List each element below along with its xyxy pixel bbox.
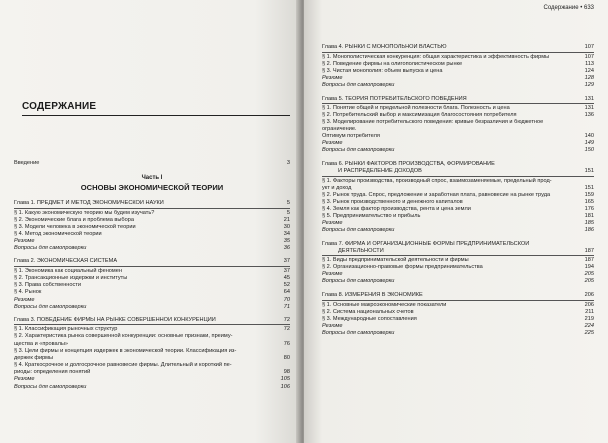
section-entry-text: § 4. Краткосрочное и долгосрочное равновесие фирмы. Длительный и короткий пе- [14, 362, 232, 369]
chapter-title-page: 131 [584, 95, 594, 102]
section-entry-page: 52 [283, 282, 290, 289]
summary-entry [322, 330, 594, 337]
summary-entry-page: 224 [584, 322, 594, 329]
chapter-title-cont-page: 151 [584, 168, 594, 174]
summary-entry-text: Вопросы для самопроверки [322, 278, 395, 284]
chapter-rule [322, 300, 594, 301]
section-entry-text: § 3. Моделирование потребительского поведения: кривые безразличия и бюджетное [322, 119, 544, 125]
summary-entry [322, 278, 594, 285]
section-entry-text: § 2. Характеристика рынка совершенной конкуренции: основные признаки, преиму- [14, 333, 233, 340]
section-entry-text: § 1. Факторы производства, производный спрос, взаимозаменяемые, предельный прод- [322, 177, 552, 184]
chapter-title-cont [338, 248, 594, 255]
section-entry-page: 107 [584, 53, 594, 60]
chapter-title-text: Глава 2. ЭКОНОМИЧЕСКАЯ СИСТЕМА [14, 258, 118, 265]
section-entry [322, 309, 594, 316]
section-entry-text: § 4. Метод экономической теории [14, 230, 102, 237]
section-entry-page: 131 [584, 105, 594, 111]
section-entry [14, 217, 290, 224]
chapter-rule [322, 103, 594, 104]
section-entry [14, 275, 290, 282]
section-entry-text: § 2. Трансакционные издержки и институты [14, 275, 128, 282]
chapter-title-text: Глава 5. ТЕОРИЯ ПОТРЕБИТЕЛЬСКОГО ПОВЕДЕНИЯ [322, 95, 467, 102]
chapter-rule [14, 266, 290, 267]
section-entry-page: 165 [584, 198, 594, 205]
chapter-title-text: Глава 7. ФИРМА И ОРГАНИЗАЦИОННЫЕ ФОРМЫ ПРЕДПРИНИМАТЕЛЬСКОЙ [322, 240, 530, 247]
summary-entry-text: Резюме [322, 140, 343, 146]
section-entry-text: § 2. Поведение фирмы на олигополистическом рынке [322, 60, 463, 67]
summary-entry-page: 150 [584, 147, 594, 153]
chapter-title [322, 44, 594, 51]
section-entry-page: 181 [584, 212, 594, 219]
section-entry [14, 289, 290, 296]
chapter-title-page: 72 [283, 316, 290, 323]
summary-entry-text: Вопросы для самопроверки [322, 81, 395, 88]
section-entry-page: 45 [283, 275, 290, 282]
section-entry-text: § 3. Права собственности [14, 282, 81, 289]
summary-entry-page: 205 [584, 278, 594, 284]
summary-entry-text: Резюме [322, 271, 343, 277]
section-entry-text: § 2. Экономические блага и проблема выбора [14, 216, 134, 223]
section-entry-page: 37 [283, 267, 290, 274]
chapter-title [14, 258, 290, 265]
section-entry-text: § 2. Рынок труда. Спрос, предложение и заработная плата, равновесие на рынке труда [322, 191, 551, 198]
summary-entry-text: Вопросы для самопроверки [322, 147, 395, 153]
summary-entry-text: Резюме [322, 74, 343, 81]
chapter-rule [14, 324, 290, 325]
section-entry-page: 140 [584, 133, 594, 139]
summary-entry-page: 36 [283, 245, 290, 252]
section-entry-text: § 2. Организационно-правовые формы предпринимательства [322, 264, 483, 270]
summary-entry-text: Резюме [14, 296, 35, 303]
summary-entry-page: 225 [584, 329, 594, 336]
chapter-title [322, 161, 594, 168]
summary-entry [14, 238, 290, 245]
summary-entry-page: 149 [584, 140, 594, 146]
summary-entry-text: Резюме [14, 376, 35, 383]
section-entry-text: § 4. Земля как фактор производства, рента и цена земли [322, 205, 471, 212]
summary-entry-text: Резюме [322, 219, 343, 226]
summary-entry [322, 147, 594, 154]
chapter-title-cont-page: 187 [584, 247, 594, 254]
section-entry [322, 119, 594, 126]
summary-entry-page: 129 [584, 81, 594, 88]
summary-entry-text: Вопросы для самопроверки [14, 383, 87, 390]
toc-title: СОДЕРЖАНИЕ [22, 101, 97, 112]
section-entry-page: 211 [585, 308, 594, 315]
chapter-title [322, 241, 594, 248]
summary-entry [14, 304, 290, 311]
section-entry-text: § 3. Цели фирмы и концепция издержек в экономической теории. Классификация из- [14, 347, 237, 354]
section-entry-text: укт и доход [322, 184, 352, 191]
chapter-title-text: Глава 8. ИЗМЕРЕНИЯ В ЭКОНОМИКЕ [322, 292, 423, 298]
chapter-title-cont-text: ДЕЯТЕЛЬНОСТИ [338, 247, 384, 254]
chapter-title-page: 206 [584, 292, 594, 298]
section-entry [14, 282, 290, 289]
summary-entry-page: 35 [283, 238, 290, 245]
chapter-rule [322, 176, 594, 177]
section-entry [322, 264, 594, 271]
section-entry-text: ограничение. [322, 126, 357, 132]
section-entry-text: Оптимум потребителя [322, 133, 380, 139]
chapter-title [322, 292, 594, 299]
summary-entry [14, 245, 290, 252]
section-entry-page: 5 [286, 209, 290, 216]
section-entry [322, 133, 594, 140]
chapter-title-text: Глава 3. ПОВЕДЕНИЕ ФИРМЫ НА РЫНКЕ СОВЕРШЕННОЙ КОНКУРЕНЦИИ [14, 316, 216, 323]
section-entry-page: 98 [283, 369, 290, 376]
section-entry [14, 224, 290, 231]
section-entry [322, 206, 594, 213]
summary-entry-text: Вопросы для самопроверки [14, 245, 87, 252]
section-entry [322, 257, 594, 264]
running-head: Содержание • 633 [543, 5, 594, 11]
section-entry-text: риоды: определения понятий [14, 369, 91, 376]
section-entry-text: щества и «провалы» [14, 340, 69, 347]
section-entry [14, 348, 290, 355]
summary-entry [14, 384, 290, 391]
summary-entry [322, 323, 594, 330]
summary-entry-page: 71 [283, 303, 290, 310]
section-entry-page: 113 [585, 60, 594, 67]
summary-entry-page: 205 [584, 271, 594, 277]
section-entry [322, 302, 594, 309]
section-entry-page: 136 [584, 112, 594, 118]
section-entry-text: держек фирмы [14, 354, 54, 361]
chapter-rule [322, 52, 594, 53]
chapter-title-text: Глава 4. РЫНКИ С МОНОПОЛЬНОЙ ВЛАСТЬЮ [322, 44, 447, 50]
section-entry [322, 316, 594, 323]
section-entry [322, 68, 594, 75]
summary-entry-text: Резюме [322, 322, 343, 329]
section-entry [322, 54, 594, 61]
section-entry [14, 326, 290, 333]
section-entry [322, 199, 594, 206]
chapter-title-text: Глава 1. ПРЕДМЕТ И МЕТОД ЭКОНОМИЧЕСКОЙ НАУКИ [14, 200, 164, 206]
section-entry-text: § 1. Основные макроэкономические показатели [322, 301, 447, 308]
section-entry-page: 194 [584, 264, 594, 270]
intro-entry-text: Введение [14, 160, 40, 166]
summary-entry-text: Вопросы для самопроверки [14, 303, 87, 310]
section-entry-text: § 2. Потребительский выбор и максимизация благосостояния потребителя [322, 112, 517, 118]
title-rule [22, 115, 290, 116]
chapter-title-cont [338, 168, 594, 175]
left-page [0, 0, 300, 443]
section-entry [14, 341, 290, 348]
summary-entry-page: 185 [584, 219, 594, 226]
summary-entry [322, 82, 594, 89]
section-entry-page: 206 [584, 301, 594, 308]
section-entry-text: § 1. Монополистическая конкуренция: общая характеристика и эффективность фирмы [322, 53, 550, 60]
summary-entry [14, 376, 290, 383]
chapter-title [322, 96, 594, 103]
intro-entry-page: 3 [286, 160, 290, 166]
section-entry [14, 210, 290, 217]
chapter-rule [322, 255, 594, 256]
section-entry-page: 80 [283, 354, 290, 361]
section-entry-page: 176 [584, 205, 594, 212]
section-entry [322, 178, 594, 185]
section-entry-text: § 3. Модели человека в экономической теории [14, 223, 136, 230]
part-title: ОСНОВЫ ЭКОНОМИЧЕСКОЙ ТЕОРИИ [80, 183, 224, 192]
section-entry [14, 231, 290, 238]
section-entry [322, 126, 594, 133]
section-entry-page: 30 [283, 223, 290, 230]
summary-entry-page: 70 [283, 296, 290, 303]
summary-entry-text: Вопросы для самопроверки [322, 226, 395, 233]
chapter-title-page: 107 [584, 44, 594, 50]
summary-entry [322, 227, 594, 234]
chapter-title-page: 5 [286, 200, 290, 206]
summary-entry [14, 297, 290, 304]
summary-entry [322, 220, 594, 227]
summary-entry-page: 128 [584, 74, 594, 81]
chapter-title [14, 317, 290, 324]
chapter-title [14, 200, 290, 207]
section-entry-page: 151 [584, 184, 594, 191]
section-entry [322, 61, 594, 68]
section-entry [322, 105, 594, 112]
chapter-title-text: Глава 6. РЫНКИ ФАКТОРОВ ПРОИЗВОДСТВА, ФОРМИРОВАНИЕ [322, 161, 495, 167]
section-entry-text: § 3. Международные сопоставления [322, 315, 417, 322]
summary-entry [322, 140, 594, 147]
section-entry-page: 159 [584, 191, 594, 198]
section-entry-page: 187 [584, 257, 594, 263]
section-entry-text: § 4. Рынок [14, 289, 42, 296]
section-entry [14, 355, 290, 362]
section-entry-page: 124 [584, 67, 594, 74]
section-entry [322, 192, 594, 199]
summary-entry-page: 186 [584, 226, 594, 233]
summary-entry-page: 105 [280, 376, 290, 383]
section-entry-text: § 2. Система национальных счетов [322, 308, 414, 315]
section-entry-page: 76 [283, 340, 290, 347]
section-entry-text: § 3. Рынок производственного и денежного капиталов [322, 198, 463, 205]
section-entry-text: § 3. Чистая монополия: объем выпуска и цена [322, 67, 443, 74]
section-entry-page: 72 [283, 326, 290, 333]
summary-entry-text: Вопросы для самопроверки [322, 329, 395, 336]
section-entry [322, 112, 594, 119]
section-entry [14, 333, 290, 340]
section-entry-text: § 5. Предпринимательство и прибыль [322, 212, 421, 219]
right-page [304, 0, 608, 443]
chapter-title-page: 37 [283, 258, 290, 265]
chapter-rule [14, 208, 290, 209]
section-entry-page: 64 [283, 289, 290, 296]
section-entry [14, 268, 290, 275]
summary-entry [322, 75, 594, 82]
section-entry-text: § 1. Классификация рыночных структур [14, 326, 118, 333]
section-entry-text: § 1. Виды предпринимательской деятельности и фирмы [322, 257, 469, 263]
summary-entry-page: 106 [280, 383, 290, 390]
chapter-title-cont-text: И РАСПРЕДЕЛЕНИЕ ДОХОДОВ [338, 168, 422, 174]
summary-entry-text: Резюме [14, 238, 35, 245]
section-entry [14, 369, 290, 376]
summary-entry [322, 271, 594, 278]
part-label: Часть I [141, 175, 163, 181]
section-entry-text: § 1. Понятие общей и предельной полезности блага. Полезность и цена [322, 105, 510, 111]
section-entry [322, 185, 594, 192]
section-entry [14, 362, 290, 369]
section-entry-page: 219 [584, 315, 594, 322]
section-entry-page: 34 [283, 230, 290, 237]
section-entry-text: § 1. Какую экономическую теорию мы будем изучать? [14, 209, 155, 216]
section-entry [322, 213, 594, 220]
intro-entry [14, 160, 290, 167]
section-entry-page: 21 [283, 216, 290, 223]
section-entry-text: § 1. Экономика как социальный феномен [14, 267, 122, 274]
